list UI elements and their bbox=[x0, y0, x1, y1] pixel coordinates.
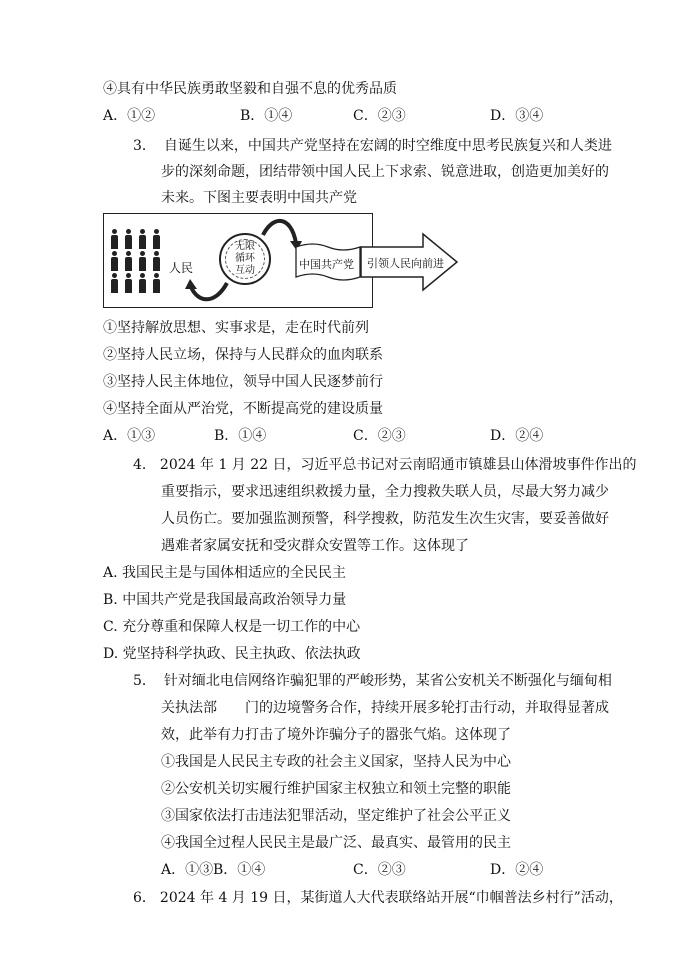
q3-item-4: ④坚持全面从严治党，不断提高党的建设质量 bbox=[103, 401, 383, 417]
q4-number: 4． bbox=[133, 457, 156, 473]
q3-options bbox=[103, 426, 583, 446]
q6-stem-text-1: 2024 年 4 月 19 日，某街道人大代表联络站开展“巾帼普法乡村行”活动， bbox=[159, 890, 623, 906]
q5-stem-line-1 bbox=[133, 671, 612, 691]
q3-item-2: ②坚持人民立场，保持与人民群众的血肉联系 bbox=[103, 347, 383, 363]
top-option-b: B．①④ bbox=[240, 108, 293, 124]
cycle-label: 无限 循环 互动 bbox=[235, 241, 255, 276]
q3-stem-text-1: 自诞生以来，中国共产党坚持在宏阔的时空维度中思考民族复兴和人类进 bbox=[163, 138, 612, 154]
q4-stem-line-4: 遇难者家属安抚和受灾群众安置等工作。这体现了 bbox=[161, 538, 469, 554]
cycle-circle bbox=[219, 233, 271, 285]
q5-stem-line-2: 关执法部 门的边境警务合作，持续开展多轮打击行动，并取得显著成 bbox=[161, 700, 609, 716]
q3-stem-line-1 bbox=[133, 136, 612, 156]
q5-item-4: ④我国全过程人民民主是最广泛、最真实、最管用的民主 bbox=[161, 835, 511, 851]
q3-item-3: ③坚持人民主体地位，领导中国人民逐梦前行 bbox=[103, 374, 383, 390]
q5-option-a: A．①③ bbox=[161, 862, 214, 878]
q4-option-d: D. 党坚持科学执政、民主执政、依法执政 bbox=[103, 646, 361, 662]
top-option-d: D．③④ bbox=[490, 108, 544, 124]
q3-option-a: A．①③ bbox=[103, 428, 156, 444]
q3-option-b: B．①④ bbox=[214, 428, 267, 444]
top-option-c: C．②③ bbox=[353, 108, 406, 124]
q3-option-c: C．②③ bbox=[353, 428, 406, 444]
q4-option-c: C. 充分尊重和保障人权是一切工作的中心 bbox=[103, 619, 361, 635]
q5-option-b: B．①④ bbox=[213, 862, 266, 878]
people-label: 人民 bbox=[169, 261, 194, 275]
q5-options bbox=[161, 860, 601, 880]
q4-stem-line-2: 重要指示，要求迅速组织救援力量，全力搜救失联人员，尽最大努力减少 bbox=[161, 484, 609, 500]
top-options bbox=[103, 106, 583, 126]
top-item-4: ④具有中华民族勇敢坚毅和自强不息的优秀品质 bbox=[103, 81, 397, 97]
q4-stem-line-1 bbox=[133, 455, 637, 475]
q5-stem-text-1: 针对缅北电信网络诈骗犯罪的严峻形势，某省公安机关不断强化与缅甸相 bbox=[163, 673, 612, 689]
q6-number: 6． bbox=[133, 890, 156, 906]
top-option-a: A．①② bbox=[103, 108, 156, 124]
q5-item-1: ①我国是人民民主专政的社会主义国家，坚持人民为中心 bbox=[161, 754, 511, 770]
arrow-label: 引领人民向前进 bbox=[367, 257, 444, 270]
q5-item-2: ②公安机关切实履行维护国家主权独立和领土完整的职能 bbox=[161, 781, 511, 797]
q5-option-d: D．②④ bbox=[490, 862, 544, 878]
q5-option-c: C．②③ bbox=[353, 862, 406, 878]
q4-option-a: A. 我国民主是与国体相适应的全民民主 bbox=[103, 565, 347, 581]
q3-stem-line-3: 未来。下图主要表明中国共产党 bbox=[161, 190, 357, 206]
q3-number: 3． bbox=[133, 138, 156, 154]
q3-option-d: D．②④ bbox=[490, 428, 544, 444]
q4-stem-line-3: 人员伤亡。要加强监测预警，科学搜救，防范发生次生灾害，要妥善做好 bbox=[161, 511, 609, 527]
q4-option-b: B. 中国共产党是我国最高政治领导力量 bbox=[103, 592, 347, 608]
q3-stem-line-2: 步的深刻命题，团结带领中国人民上下求索、锐意进取，创造更加美好的 bbox=[161, 164, 609, 180]
q6-stem-line-1 bbox=[133, 888, 623, 908]
q4-stem-text-1: 2024 年 1 月 22 日，习近平总书记对云南昭通市镇雄县山体滑坡事件作出的 bbox=[159, 457, 637, 473]
q5-number: 5． bbox=[133, 673, 156, 689]
party-label: 中国共产党 bbox=[299, 258, 354, 271]
q5-stem-line-3: 效，此举有力打击了境外诈骗分子的嚣张气焰。这体现了 bbox=[161, 727, 511, 743]
q3-diagram bbox=[103, 213, 460, 310]
q3-item-1: ①坚持解放思想、实事求是，走在时代前列 bbox=[103, 320, 369, 336]
q5-item-3: ③国家依法打击违法犯罪活动，坚定维护了社会公平正义 bbox=[161, 808, 511, 824]
